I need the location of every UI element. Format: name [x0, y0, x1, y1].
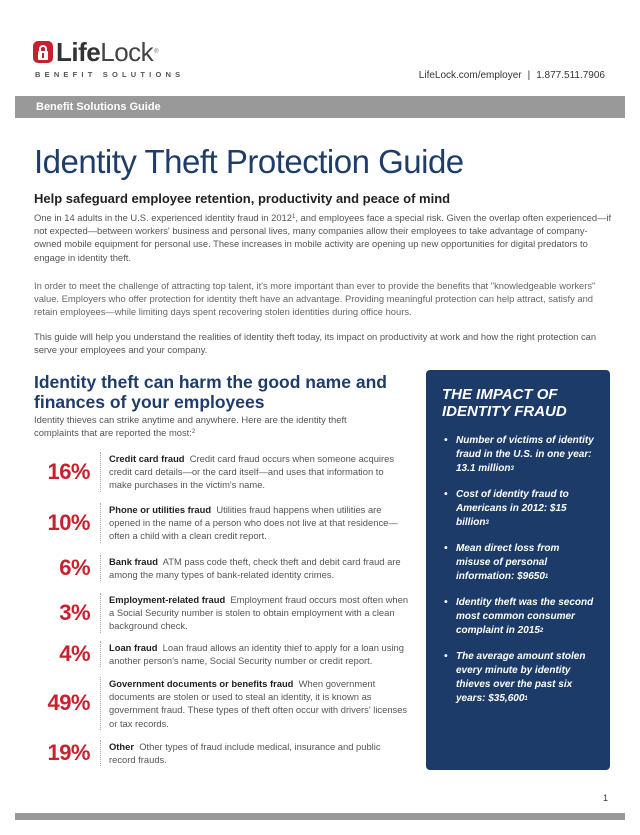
lock-icon: [33, 41, 53, 63]
section-heading: Identity theft can harm the good name and finances of your employees: [34, 372, 387, 412]
page-title: Identity Theft Protection Guide: [34, 143, 464, 180]
contact-phone: 1.877.511.7906: [536, 70, 605, 81]
stat-percent: 19%: [47, 740, 90, 766]
dotted-divider: [100, 452, 101, 492]
dotted-divider: [100, 677, 101, 730]
registered-mark: ®: [154, 49, 159, 55]
impact-list: [442, 434, 596, 706]
stat-description: Employment-related fraud Employment fraud occurs most often when a Social Security number is stolen to obtain employment with a clean background check.: [109, 594, 409, 632]
impact-item: • The average amount stolen every minute by identity thieves over the past six years: $35,600$^1$: [442, 650, 596, 706]
impact-item: • Identity theft was the second most common consumer complaint in 2015$^2$: [442, 596, 596, 638]
impact-item: • Cost of identity fraud to Americans in 2012: $15 billion$^3$: [442, 488, 596, 530]
stat-percent: 6%: [59, 555, 90, 581]
footer-bar: [15, 813, 625, 820]
intro-paragraph-3: This guide will help you understand the realities of identity theft today, its impact on productivity at work and how the right protection can serve your employees and your company.: [34, 331, 597, 356]
contact-info: [419, 70, 605, 81]
logo-tagline: BENEFIT SOLUTIONS: [35, 70, 185, 79]
stat-employment: [30, 593, 410, 633]
contact-separator: |: [527, 70, 531, 81]
impact-item: • Number of victims of identity fraud in the U.S. in one year: 13.1 million$^3$: [442, 434, 596, 476]
stat-percent: 10%: [47, 509, 90, 535]
stat-description: Credit card fraud Credit card fraud occurs when someone acquires credit card details—or the card itself—and uses that information to make purchases in the victim's name.: [109, 453, 395, 491]
stat-description: Bank fraud ATM pass code theft, check theft and debit card fraud are among the many types of bank-related identity crimes.: [109, 556, 401, 581]
stat-government: [30, 677, 410, 730]
dotted-divider: [100, 503, 101, 543]
page-number: 1: [602, 793, 608, 803]
stat-percent: 49%: [47, 690, 90, 716]
lifelock-logo: [33, 37, 185, 79]
stat-credit-card: [30, 452, 410, 492]
intro-paragraph-2: In order to meet the challenge of attracting top talent, it's more important than ever to provide the benefits that "knowledgeable workers" value. Employers who offer protection for identity theft have an advantage. Providing meaningful protection can help attract, satisfy and retain employees—while limiting days spent recovering stolen identities during office hours.: [34, 280, 596, 318]
contact-url-link[interactable]: LifeLock.com/employer: [418, 70, 522, 81]
stat-description: Other Other types of fraud include medical, insurance and public record frauds.: [109, 741, 381, 766]
stat-description: Government documents or benefits fraud When government documents are stolen or used to steal an identity, it is known as government fraud. These types of theft often occur with drivers' licenses or tax records.: [109, 678, 408, 729]
stat-percent: 4%: [59, 641, 90, 667]
dotted-divider: [100, 641, 101, 667]
stat-percent: 3%: [59, 599, 90, 625]
stat-description: Loan fraud Loan fraud allows an identity thief to apply for a loan using another person's name, Social Security number or credit report.: [109, 642, 404, 667]
dotted-divider: [100, 555, 101, 581]
logo-brand-bold: Life: [56, 37, 101, 67]
stat-percent: 16%: [47, 458, 90, 484]
sidebar-heading: THE IMPACT OF IDENTITY FRAUD: [442, 386, 567, 420]
dotted-divider: [100, 593, 101, 633]
stat-other: [30, 740, 410, 766]
stat-phone-utilities: [30, 503, 410, 543]
impact-sidebar: [426, 370, 610, 770]
stat-bank: [30, 555, 410, 581]
guide-bar-label: Benefit Solutions Guide: [36, 101, 161, 113]
intro-paragraph-1: One in 14 adults in the U.S. experienced identity fraud in 2012$^1$, and employees face a special risk. Given the overlap often experienced—if not expected—between workers' business and personal lives, many companies allow their employees to take advantage of company-owned mobile equipment for personal use. These increases in mobile activity are opening up new opportunities for digital predators to engage in identity theft.: [34, 212, 612, 263]
stat-description: Phone or utilities fraud Utilities fraud happens when utilities are opened in the name of a person who does not live at that residence—often a child with a clean credit report.: [109, 504, 398, 542]
guide-header-bar: [15, 96, 625, 118]
section-intro: Identity thieves can strike anytime and anywhere. Here are the identity theft complaints that are reported the most:$^2$: [34, 414, 347, 438]
dotted-divider: [100, 740, 101, 766]
impact-item: • Mean direct loss from misuse of personal information: $9650$^1$: [442, 542, 596, 584]
stat-loan: [30, 641, 410, 667]
logo-brand-light: Lock: [100, 37, 154, 67]
page-subtitle: Help safeguard employee retention, productivity and peace of mind: [34, 191, 451, 206]
